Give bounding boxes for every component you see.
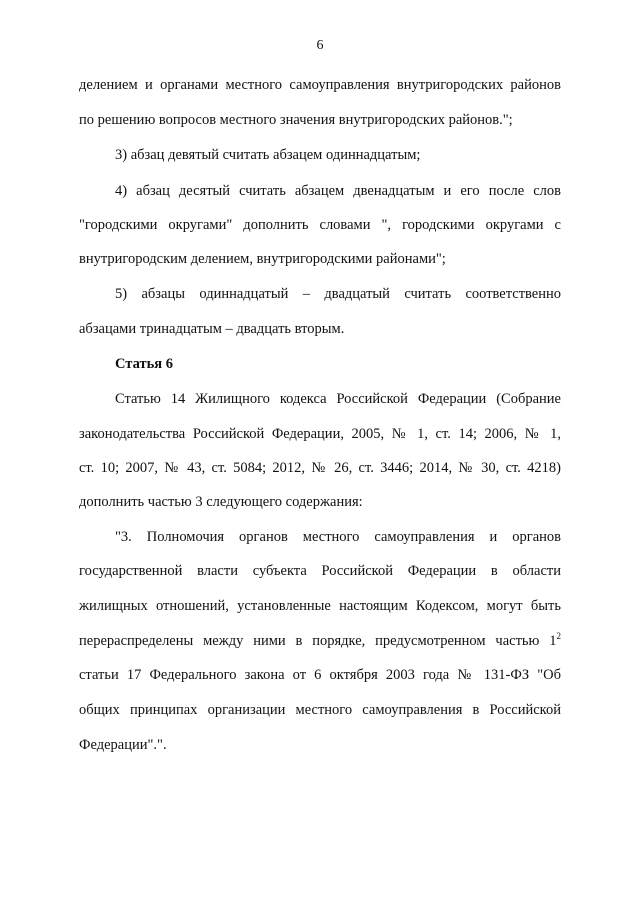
text-line: Статью 14 Жилищного кодекса Российской Федерации (Собрание <box>115 391 561 407</box>
text-line: абзацами тринадцатым – двадцать вторым. <box>79 321 345 337</box>
text-line: общих принципах организации местного самоуправления в Российской <box>79 702 561 718</box>
text-line: "3. Полномочия органов местного самоуправления и органов <box>115 529 561 545</box>
text-line: государственной власти субъекта Российской Федерации в области <box>79 563 561 579</box>
text-line: "городскими округами" дополнить словами ", городскими округами с <box>79 217 561 233</box>
page-number: 6 <box>316 38 324 53</box>
text-line: ст. 10; 2007, № 43, ст. 5084; 2012, № 26, ст. 3446; 2014, № 30, ст. 4218) <box>79 460 561 476</box>
text-line-content: перераспределены между ними в порядке, предусмотренном частью 1 <box>79 633 557 649</box>
text-line: 4) абзац десятый считать абзацем двенадцатым и его после слов <box>115 183 561 199</box>
text-line: статьи 17 Федерального закона от 6 октября 2003 года № 131-ФЗ "Об <box>79 667 561 683</box>
text-line: делением и органами местного самоуправления внутригородских районов <box>79 77 561 93</box>
superscript: 2 <box>556 631 561 642</box>
text-line: жилищных отношений, установленные настоящим Кодексом, могут быть <box>79 598 561 614</box>
text-line: Федерации".". <box>79 737 167 753</box>
text-line: 3) абзац девятый считать абзацем одиннадцатым; <box>115 147 421 163</box>
text-line: внутригородским делением, внутригородскими районами"; <box>79 251 446 267</box>
text-line: по решению вопросов местного значения внутригородских районов."; <box>79 112 513 128</box>
text-line-with-superscript <box>79 632 561 650</box>
article-heading: Статья 6 <box>115 356 173 372</box>
text-line: законодательства Российской Федерации, 2005, № 1, ст. 14; 2006, № 1, <box>79 426 561 442</box>
text-line: дополнить частью 3 следующего содержания: <box>79 494 363 510</box>
text-line: 5) абзацы одиннадцатый – двадцатый считать соответственно <box>115 286 561 302</box>
